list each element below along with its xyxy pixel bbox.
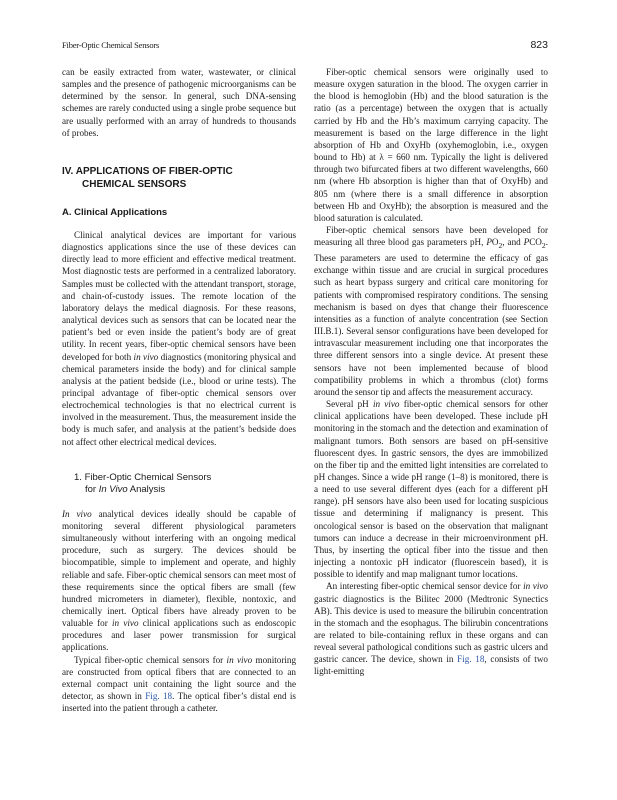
section-heading-iv <box>62 165 296 191</box>
section-title-line2: CHEMICAL SENSORS <box>82 178 187 190</box>
paragraph: can be easily extracted from water, wastewater, or clinical samples and the presence of pathogenic microorganisms can be determined by the sensor. In general, such DNA-sensing schemes are rarely conducted using a single probe sequence but are usually performed with an array of hundreds to thousands of probes. <box>62 67 296 138</box>
paragraph <box>314 580 548 677</box>
paragraph <box>62 654 296 715</box>
paragraph <box>314 224 548 398</box>
text-run: CO <box>529 237 542 248</box>
text-run: . The optical fiber’s distal end is inserted into the patient through a catheter. <box>62 691 296 714</box>
text-run: monitoring are constructed from optical fibers that are connected to an external compact unit containing the light source and the detector, as shown in <box>62 654 297 702</box>
italic-run: in vivo <box>133 351 159 362</box>
paragraph: Fiber-optic chemical sensors were originally used to measure oxygen saturation in the blood. The oxygen carrier in the blood is hemoglobin (Hb) and the blood saturation is the ratio (as a percentage) between the oxygen that is actually carried by Hb and the Hb’s maximum carrying capacity. The measurement is based on the large difference in the light absorption of Hb and OxyHb (oxyhemoglobin, i.e., oxygen bound to Hb) at λ = 660 nm. Typically the light is delivered through two bifurcated fibers at two different wavelengths, 660 nm (where Hb absorption is higher than that of OxyHb) and 805 nm (where there is a small difference in absorption between Hb and OxyHb); the absorption is measured and the blood saturation is calculated. <box>314 67 548 223</box>
text-run: Fiber-optic chemical sensors have been developed for measuring all three blood gas parameters pH, <box>314 225 548 248</box>
paragraph <box>62 229 296 448</box>
text-run: analytical devices ideally should be capable of monitoring several different physiological parameters simultaneously without interfering with an ongoing medical procedure, such as surgery. The devices should be biocompatible, simple to implement and operate, and highly reliable and safe. Fiber-optic chemical sensors can meet most of these requirements since the optical fibers are small (few hundred micrometers in diameter), flexible, nontoxic, and chemically inert. Optical fibers have already proven to be valuable for <box>62 508 296 629</box>
subsection-title-line1: Fiber-Optic Chemical Sensors <box>84 471 212 483</box>
text-run: gastric diagnostics is the Bilitec 2000 (Medtronic Synectics AB). This device is used to measure the bilirubin concentration in the stomach and the esophagus. The bilirubin concentrations are related to bile-containing reflux in these organs and can reveal several pathological conditions such as gastric ulcers and gastric cancer. The device, shown in <box>314 593 548 665</box>
italic-run: P <box>523 237 530 248</box>
text-run: fiber-optic chemical sensors for other clinical applications have been developed. These include pH monitoring in the stomach and the detection and examination of malignant tumors. Both sensors are based on pH-sensitive fluorescent dyes. In gastric sensors, the dyes are immobilized on the fiber tip and the emitted light intensities are correlated to pH changes. Since a wide pH range (1–8) is monitored, there is a need to use several different dyes (each for a different pH range). pH sensors have also been used for locating suspicious tissue and determining if malignancy is present. This oncological sensor is based on the observation that malignant tumors can induce a decrease in their microenvironment pH. Thus, by inserting the optical fiber into the tissue and then injecting a nontoxic pH indicator (fluorescein based), it is possible to identify and map malignant tumor locations. <box>314 399 549 580</box>
text-run: , and <box>502 237 521 248</box>
text-run: for <box>85 483 97 495</box>
text-run: An interesting fiber-optic chemical sensor device for <box>326 581 521 592</box>
italic-run: In vivo <box>62 508 92 519</box>
right-column <box>314 66 548 678</box>
subscript: 2 <box>541 241 546 251</box>
paragraph <box>62 508 296 654</box>
text-run: Typical fiber-optic chemical sensors for <box>74 654 224 665</box>
paragraph <box>314 398 548 580</box>
figure-link[interactable]: Fig. 18 <box>457 654 485 665</box>
text-run: Analysis <box>129 483 166 495</box>
subsubsection-heading-1 <box>74 472 296 496</box>
subsection-title-line2 <box>74 484 296 496</box>
italic-run: in vivo <box>523 581 548 592</box>
figure-link[interactable]: Fig. 18 <box>145 691 173 702</box>
italic-run: In Vivo <box>98 483 128 495</box>
text-run: , consists of two light-emitting <box>314 654 548 677</box>
italic-run: P <box>486 237 492 248</box>
section-number: IV. <box>62 165 74 177</box>
italic-run: in vivo <box>226 654 253 665</box>
text-run: diagnostics (monitoring physical and chemical parameters inside the body) and for clinical sample analysis at the patient bedside (i.e., blood or urine tests). The principal advantage of fiber-optic chemical sensors over electrochemical technologies is that no electrical current is involved in the measurement. Thus, the measurement inside the body is much safer, and analysis at the patient’s bedside does not affect other electrical medical devices. <box>62 351 296 447</box>
italic-run: in vivo <box>372 399 400 410</box>
text-run: Several pH <box>326 399 369 410</box>
text-run: Clinical analytical devices are important for various diagnostics applications since the use of these devices can directly lead to more efficient and effective medical treatment. Most diagnostic tests are performed in a centralized laboratory. Samples must be collected with the attendant transport, storage, and chain-of-custody issues. The remote location of the laboratory delays the medical diagnosis. For these reasons, analytical devices such as sensors that can be located near the patient’s bed or even inside the patient’s body are of great utility. In recent years, fiber-optic chemical sensors have been developed for both <box>62 229 296 362</box>
italic-run: in vivo <box>112 618 139 629</box>
text-run: clinical applications such as endoscopic procedures and laser power transmission for surgical applications. <box>62 618 297 653</box>
page-number: 823 <box>530 39 548 51</box>
subsection-heading-a: A. Clinical Applications <box>62 206 168 218</box>
running-header <box>62 40 548 54</box>
running-title: Fiber-Optic Chemical Sensors <box>62 40 160 50</box>
subsection-number: 1. <box>74 471 82 483</box>
left-column <box>62 66 296 714</box>
text-run: . These parameters are used to determine the efficacy of gas exchange within tissue and are crucial in surgical procedures such as heart bypass surgery and critical care monitoring for patients with compromised respiratory conditions. The sensing mechanism is based on dyes that change their fluorescence intensities as a function of analyte concentration (see Section III.B.1). Several sensor configurations have been developed for intravascular measurement including one that incorporates the three different sensors into a single device. At present these sensors have not been implemented because of blood compatibility problems in which a thrombus (clot) forms around the sensor tip and affects the measurement accuracy. <box>314 237 548 397</box>
subscript: 2 <box>498 241 503 251</box>
text-run: O <box>491 237 499 248</box>
section-title-line1: APPLICATIONS OF FIBER-OPTIC <box>75 165 233 177</box>
